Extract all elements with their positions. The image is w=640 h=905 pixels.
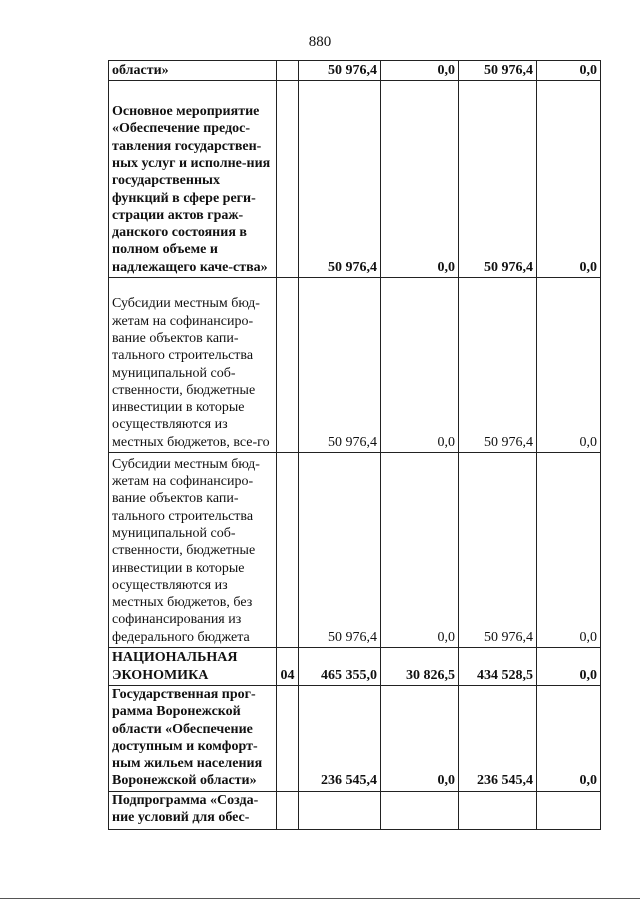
row-value-cell: 0,0 <box>381 81 459 278</box>
row-value-cell: 50 976,4 <box>299 81 381 278</box>
row-value-cell: 0,0 <box>381 61 459 81</box>
row-value-cell: 0,0 <box>381 686 459 792</box>
table-row <box>109 791 601 829</box>
row-name-cell: Субсидии местным бюд-жетам на софинансиро-вание объектов капи-тального строительства муниципальной соб-ственности, бюджетные инвестиции в которые осуществляются из местных бюджетов, все-го <box>109 278 277 453</box>
table-row <box>109 61 601 81</box>
row-value-cell: 465 355,0 <box>299 648 381 686</box>
row-code-cell: 04 <box>277 648 299 686</box>
row-value-cell: 0,0 <box>381 278 459 453</box>
row-value-cell: 50 976,4 <box>459 278 537 453</box>
row-code-cell <box>277 61 299 81</box>
row-value-cell <box>459 791 537 829</box>
table-row <box>109 81 601 278</box>
row-value-cell: 50 976,4 <box>299 453 381 648</box>
row-name-cell: Подпрограмма «Созда-ние условий для обес- <box>109 791 277 829</box>
budget-table <box>108 60 601 830</box>
row-value-cell: 236 545,4 <box>299 686 381 792</box>
row-value-cell: 50 976,4 <box>299 61 381 81</box>
table-row <box>109 686 601 792</box>
table-row <box>109 648 601 686</box>
row-value-cell: 0,0 <box>537 278 601 453</box>
row-value-cell: 0,0 <box>537 648 601 686</box>
row-code-cell <box>277 686 299 792</box>
table-row <box>109 278 601 453</box>
row-code-cell <box>277 81 299 278</box>
row-value-cell: 434 528,5 <box>459 648 537 686</box>
row-name-cell: Государственная прог-рамма Воронежской области «Обеспечение доступным и комфорт-ным жильем населения Воронежской области» <box>109 686 277 792</box>
row-value-cell: 0,0 <box>537 453 601 648</box>
table-row <box>109 453 601 648</box>
row-code-cell <box>277 791 299 829</box>
row-value-cell: 50 976,4 <box>299 278 381 453</box>
row-value-cell: 50 976,4 <box>459 81 537 278</box>
row-name-cell: Основное мероприятие «Обеспечение предос-тавления государствен-ных услуг и исполне-ния государственных функций в сфере реги-страции актов граж-данского состояния в полном объеме и надлежащего каче-ства» <box>109 81 277 278</box>
row-value-cell <box>537 791 601 829</box>
row-value-cell: 0,0 <box>537 61 601 81</box>
row-value-cell: 0,0 <box>381 453 459 648</box>
row-value-cell: 50 976,4 <box>459 453 537 648</box>
row-value-cell: 236 545,4 <box>459 686 537 792</box>
row-name-cell: НАЦИОНАЛЬНАЯ ЭКОНОМИКА <box>109 648 277 686</box>
row-code-cell <box>277 278 299 453</box>
bottom-rule <box>0 898 640 899</box>
page-number: 880 <box>308 34 332 50</box>
row-value-cell: 50 976,4 <box>459 61 537 81</box>
row-value-cell: 0,0 <box>537 686 601 792</box>
row-value-cell <box>299 791 381 829</box>
row-value-cell: 0,0 <box>537 81 601 278</box>
row-code-cell <box>277 453 299 648</box>
row-value-cell <box>381 791 459 829</box>
row-name-cell: Субсидии местным бюд-жетам на софинансиро-вание объектов капи-тального строительства муниципальной соб-ственности, бюджетные инвестиции в которые осуществляются из местных бюджетов, без софинансирования из федерального бюджета <box>109 453 277 648</box>
table-body <box>109 61 601 830</box>
row-name-cell: области» <box>109 61 277 81</box>
row-value-cell: 30 826,5 <box>381 648 459 686</box>
